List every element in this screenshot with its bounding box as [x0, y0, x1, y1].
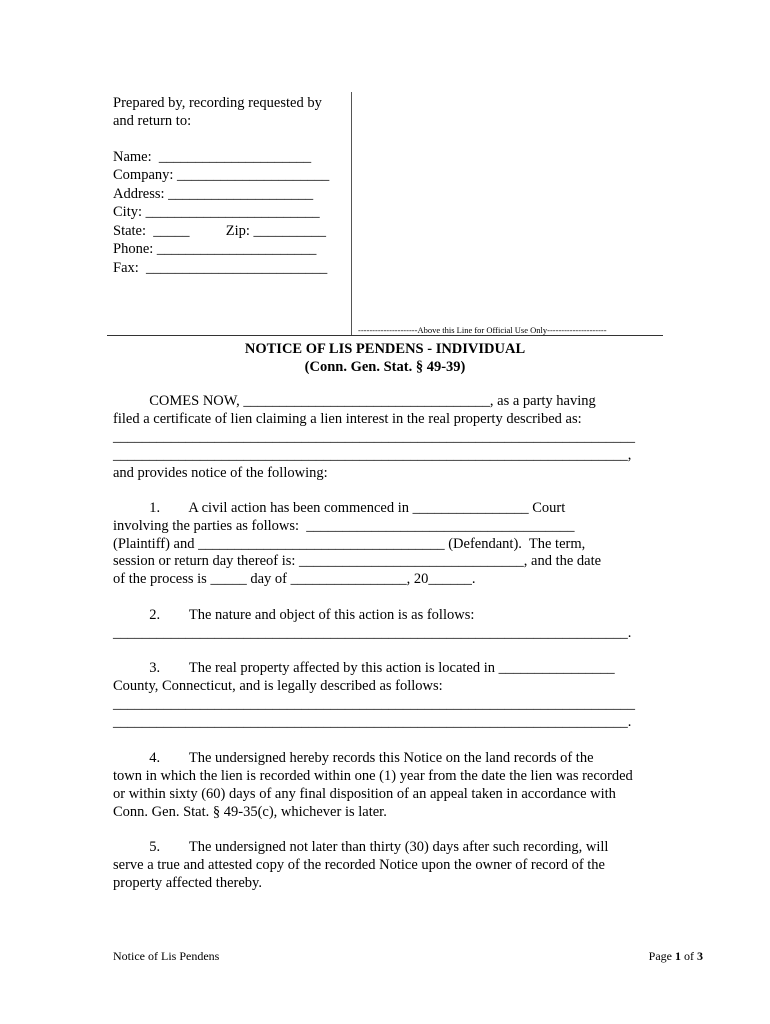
- page-total: 3: [697, 949, 703, 963]
- paragraph-4-line-1: 4. The undersigned hereby records this Notice on the land records of the: [113, 750, 594, 766]
- intro-line-2: filed a certificate of lien claiming a lien interest in the real property described as:: [113, 411, 582, 427]
- official-use-note: ---------------------Above this Line for Official Use Only---------------------: [358, 325, 607, 335]
- intro-line-5: and provides notice of the following:: [113, 465, 328, 481]
- phone-field[interactable]: Phone: ______________________: [113, 241, 317, 257]
- paragraph-1-line-2: involving the parties as follows: _____________________________________: [113, 518, 575, 534]
- paragraph-2-blank-line[interactable]: _______________________________________________________________________.: [113, 625, 632, 641]
- name-field[interactable]: Name: _____________________: [113, 149, 312, 165]
- paragraph-1-line-5: of the process is _____ day of ________________, 20______.: [113, 571, 476, 587]
- paragraph-5-line-3: property affected thereby.: [113, 875, 262, 891]
- state-zip-field[interactable]: State: _____ Zip: __________: [113, 223, 327, 239]
- footer-document-name: Notice of Lis Pendens: [113, 949, 220, 963]
- paragraph-2-line-1: 2. The nature and object of this action is as follows:: [113, 607, 475, 623]
- paragraph-4-line-3: or within sixty (60) days of any final disposition of an appeal taken in accordance with: [113, 786, 616, 802]
- paragraph-1-line-4: session or return day thereof is: _______________________________, and the date: [113, 553, 602, 569]
- page-current: 1: [675, 949, 681, 963]
- fax-field[interactable]: Fax: _________________________: [113, 260, 328, 276]
- document-title: NOTICE OF LIS PENDENS - INDIVIDUAL: [244, 341, 526, 357]
- city-field[interactable]: City: ________________________: [113, 204, 320, 220]
- paragraph-1-line-1: 1. A civil action has been commenced in ________________ Court: [113, 500, 566, 516]
- footer-page-number: [649, 949, 703, 963]
- intro-blank-line-2[interactable]: _______________________________________________________________________,: [113, 447, 632, 463]
- paragraph-5-line-2: serve a true and attested copy of the recorded Notice upon the owner of record of the: [113, 857, 605, 873]
- paragraph-1-line-3: (Plaintiff) and __________________________________ (Defendant). The term,: [113, 536, 586, 552]
- recording-area-divider: [351, 92, 352, 335]
- paragraph-3-line-1: 3. The real property affected by this action is located in ________________: [113, 660, 615, 676]
- official-use-line: [107, 335, 663, 336]
- paragraph-3-blank-line-1[interactable]: ________________________________________________________________________: [113, 696, 635, 712]
- paragraph-3-line-2: County, Connecticut, and is legally described as follows:: [113, 678, 443, 694]
- paragraph-5-line-1: 5. The undersigned not later than thirty (30) days after such recording, will: [113, 839, 609, 855]
- company-field[interactable]: Company: _____________________: [113, 167, 330, 183]
- paragraph-4-line-2: town in which the lien is recorded within one (1) year from the date the lien was recorded: [113, 768, 633, 784]
- paragraph-4-line-4: Conn. Gen. Stat. § 49-35(c), whichever is later.: [113, 804, 387, 820]
- intro-blank-line-1[interactable]: ________________________________________________________________________: [113, 429, 635, 445]
- intro-line-1: COMES NOW, __________________________________, as a party having: [113, 393, 596, 409]
- page-word: Page: [648, 949, 675, 963]
- prepared-by-line-1: Prepared by, recording requested by: [113, 95, 322, 111]
- paragraph-3-blank-line-2[interactable]: _______________________________________________________________________.: [113, 714, 632, 730]
- page-of-word: of: [681, 949, 697, 963]
- prepared-by-line-2: and return to:: [113, 113, 192, 129]
- address-field[interactable]: Address: ____________________: [113, 186, 314, 202]
- statute-reference: (Conn. Gen. Stat. § 49-39): [304, 359, 466, 375]
